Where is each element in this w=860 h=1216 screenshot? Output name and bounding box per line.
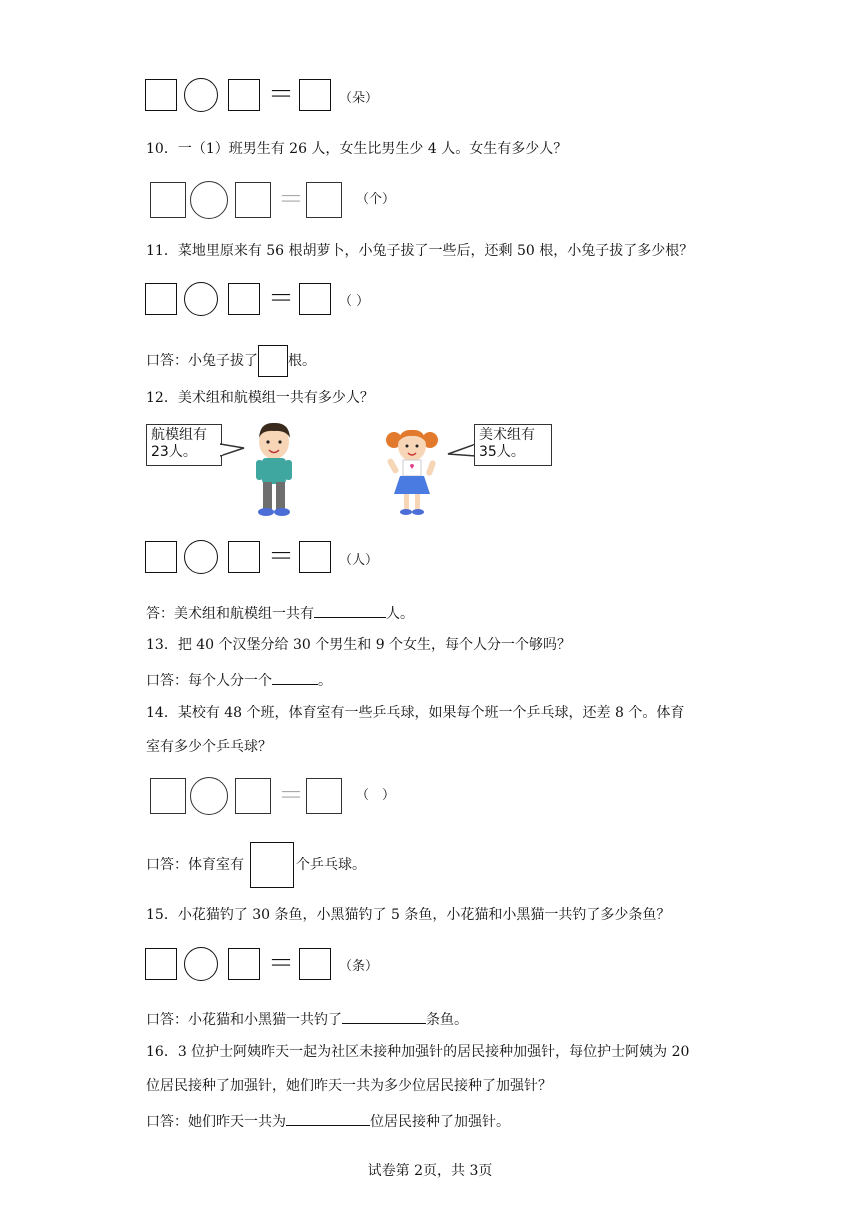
answer-box[interactable] <box>299 541 331 573</box>
bubble-line: 35人。 <box>479 444 525 460</box>
answer-box[interactable] <box>235 182 271 218</box>
answer-box[interactable] <box>150 182 186 218</box>
boy-illustration <box>244 420 304 518</box>
operator-circle[interactable] <box>190 777 228 815</box>
answer-suffix: 人。 <box>386 606 414 622</box>
answer-box[interactable] <box>150 778 186 814</box>
operator-circle[interactable] <box>184 78 218 112</box>
answer-suffix: 根。 <box>288 353 316 369</box>
page-footer: 试卷第 2页，共 3页 <box>367 1163 493 1179</box>
answer-box[interactable] <box>299 79 331 111</box>
answer-box[interactable] <box>145 948 177 980</box>
answer-box[interactable] <box>235 778 271 814</box>
bubble-line: 美术组有 <box>479 427 535 443</box>
unit-label: （朵） <box>339 91 379 106</box>
operator-circle[interactable] <box>184 540 218 574</box>
operator-circle[interactable] <box>190 181 228 219</box>
question-16-line2: 位居民接种了加强针，她们昨天一共为多少位居民接种了加强针？ <box>146 1078 552 1094</box>
answer-blank[interactable] <box>342 1008 426 1024</box>
answer-suffix: 个乒乓球。 <box>296 857 366 873</box>
question-13: 13．把 40 个汉堡分给 30 个男生和 9 个女生，每个人分一个够吗？ <box>146 637 572 653</box>
unit-label: （条） <box>339 959 379 974</box>
equals-sign: ＝ <box>278 185 305 215</box>
answer-box[interactable] <box>258 345 288 377</box>
answer-suffix: 位居民接种了加强针。 <box>370 1114 510 1130</box>
operator-circle[interactable] <box>184 947 218 981</box>
answer-box[interactable] <box>250 842 294 888</box>
q15-answer <box>146 1008 468 1030</box>
q11-answer <box>146 345 316 377</box>
unit-label: （个） <box>356 192 396 207</box>
question-15: 15．小花猫钓了 30 条鱼，小黑猫钓了 5 条鱼，小花猫和小黑猫一共钓了多少条鱼？ <box>146 907 671 923</box>
unit-label: （人） <box>339 553 379 568</box>
answer-prefix: 口答：她们昨天一共为 <box>146 1114 286 1130</box>
q16-answer <box>146 1110 510 1132</box>
equals-sign: ＝ <box>268 949 295 979</box>
answer-box[interactable] <box>228 79 260 111</box>
question-10: 10．一（1）班男生有 26 人，女生比男生少 4 人。女生有多少人？ <box>146 141 568 157</box>
answer-box[interactable] <box>306 778 342 814</box>
speech-bubble-girl <box>474 424 552 466</box>
q14-answer <box>146 842 366 888</box>
answer-box[interactable] <box>299 948 331 980</box>
operator-circle[interactable] <box>184 282 218 316</box>
question-14-line2: 室有多少个乒乓球？ <box>146 739 272 755</box>
answer-blank[interactable] <box>286 1110 370 1126</box>
answer-box[interactable] <box>228 541 260 573</box>
answer-blank[interactable] <box>314 602 386 618</box>
answer-box[interactable] <box>299 283 331 315</box>
equals-sign: ＝ <box>268 284 295 314</box>
answer-box[interactable] <box>306 182 342 218</box>
question-12: 12．美术组和航模组一共有多少人？ <box>146 390 374 406</box>
equals-sign: ＝ <box>278 781 305 811</box>
answer-suffix: 条鱼。 <box>426 1012 468 1028</box>
bubble-tail <box>446 440 476 460</box>
answer-box[interactable] <box>145 541 177 573</box>
question-11: 11．菜地里原来有 56 根胡萝卜，小兔子拔了一些后，还剩 50 根，小兔子拔了多少根？ <box>146 243 694 259</box>
answer-suffix: 。 <box>318 673 332 689</box>
unit-label: （ ） <box>356 788 396 803</box>
answer-box[interactable] <box>145 283 177 315</box>
answer-blank[interactable] <box>272 669 318 685</box>
question-16-line1: 16．3 位护士阿姨昨天一起为社区未接种加强针的居民接种加强针，每位护士阿姨为 20 <box>146 1044 690 1060</box>
q13-answer <box>146 669 332 691</box>
answer-box[interactable] <box>228 283 260 315</box>
answer-box[interactable] <box>228 948 260 980</box>
answer-prefix: 口答：体育室有 <box>146 857 244 873</box>
bubble-tail <box>220 440 246 460</box>
bubble-line: 航模组有 <box>151 427 207 443</box>
answer-prefix: 口答：小花猫和小黑猫一共钓了 <box>146 1012 342 1028</box>
girl-illustration <box>382 424 442 518</box>
answer-box[interactable] <box>145 79 177 111</box>
answer-prefix: 口答：每个人分一个 <box>146 673 272 689</box>
speech-bubble-boy <box>146 424 222 466</box>
answer-prefix: 答：美术组和航模组一共有 <box>146 606 314 622</box>
bubble-line: 23人。 <box>151 444 197 460</box>
equals-sign: ＝ <box>268 80 295 110</box>
answer-prefix: 口答：小兔子拔了 <box>146 353 258 369</box>
q12-answer <box>146 602 414 624</box>
unit-label: （ ） <box>339 294 370 309</box>
question-14-line1: 14．某校有 48 个班，体育室有一些乒乓球，如果每个班一个乒乓球，还差 8 个。体育 <box>146 705 685 721</box>
equals-sign: ＝ <box>268 542 295 572</box>
